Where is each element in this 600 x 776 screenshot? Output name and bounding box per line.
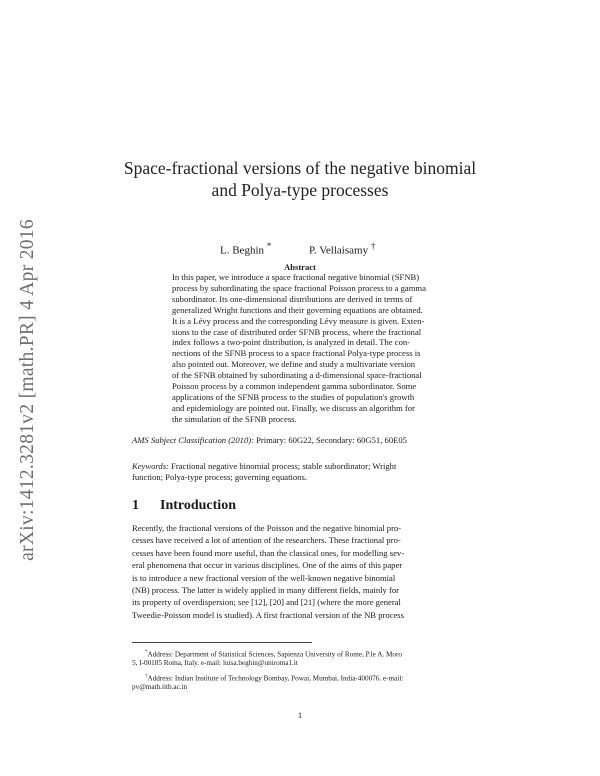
introduction-line: (NB) process. The latter is widely applied in many different fields, mainly for [132, 585, 399, 595]
keywords-label: Keywords: [132, 461, 169, 471]
section-title: Introduction [160, 498, 236, 513]
abstract-line: nections of the SFNB process to a space fractional Polya-type process is [172, 348, 421, 359]
section-heading-introduction [132, 498, 236, 514]
section-number: 1 [132, 498, 139, 513]
introduction-line: cesses have been found more useful, than the classical ones, for modelling sev- [132, 547, 405, 558]
keywords-line-1: Keywords: Fractional negative binomial process; stable subordinator; Wright [132, 461, 397, 471]
abstract-line: subordinator. Its one-dimensional distributions are derived in terms of [172, 293, 413, 304]
abstract-line: and epidemiology are pointed out. Finally, we discuss an algorithm for [172, 402, 415, 413]
footnote-2-line-2: pv@math.iitb.ac.in [132, 683, 188, 691]
author-beghin: L. Beghin * [220, 241, 272, 257]
paper-title-line-2: and Polya-type processes [211, 180, 389, 200]
abstract-line: generalized Wright functions and their governing equations are obtained. [172, 304, 423, 315]
abstract-line: In this paper, we introduce a space fractional negative binomial (SFNB) [172, 272, 420, 282]
abstract-line: sions to the case of distributed order SFNB process, where the fractional [172, 326, 422, 337]
abstract-line: index follows a two-point distribution, is analyzed in detail. The con- [172, 337, 411, 348]
page-number: 1 [297, 710, 303, 720]
abstract-line: process by subordinating the space fractional Poisson process to a gamma [172, 282, 426, 293]
ams-classification [132, 435, 407, 445]
paper-title-line-1: Space-fractional versions of the negative binomial [123, 158, 477, 178]
introduction-line: is to introduce a new fractional version of the well-known negative binomial [132, 572, 396, 583]
arxiv-id: arXiv:1412.3281v2 [math.PR] 4 Apr 2016 [17, 219, 39, 561]
abstract-line: Poisson process by a common independent gamma subordinator. Some [172, 381, 417, 391]
abstract-line: of the SFNB obtained by subordinating a d-dimensional space-fractional [172, 370, 422, 381]
footnote-1-line-1: *Address: Department of Statistical Sciences, Sapienza University of Rome, P.le A. Moro [145, 650, 403, 659]
abstract-line: the simulation of the SFNB process. [172, 413, 297, 424]
abstract-line: also pointed out. Moreover, we define and study a multivariate version [172, 359, 416, 370]
footnote-1-line-2: 5, I-00185 Roma, Italy. e-mail: luisa.beghin@uniroma1.it [132, 659, 298, 667]
keywords-line-2: function; Polya-type process; governing equations. [132, 472, 307, 482]
abstract-heading: Abstract [284, 262, 316, 272]
abstract-line: It is a Lévy process and the corresponding Lévy measure is given. Exten- [172, 315, 425, 326]
introduction-line: eral phenomena that occur in various disciplines. One of the aims of this paper [132, 560, 403, 571]
author-vellaisamy: P. Vellaisamy † [309, 241, 376, 257]
introduction-line: its property of overdispersion; see [12], [20] and [21] (where the more general [132, 597, 401, 608]
introduction-line: Tweedie-Poisson model is studied). A first fractional version of the NB process [132, 609, 404, 620]
footnote-2-line-1: †Address: Indian Institute of Technology Bombay, Powai, Mumbai, India-400076. e-mail: [145, 674, 404, 683]
introduction-line: Recently, the fractional versions of the Poisson and the negative binomial pro- [132, 523, 402, 533]
footnote-rule [132, 642, 312, 643]
ams-label: AMS Subject Classification (2010): [132, 435, 254, 445]
abstract-line: applications of the SFNB process to the studies of population's growth [172, 391, 415, 402]
introduction-line: cesses have received a lot of attention of the researchers. These fractional pro- [132, 535, 401, 546]
ams-text: Primary: 60G22, Secondary: 60G51, 60E05 [253, 435, 407, 445]
